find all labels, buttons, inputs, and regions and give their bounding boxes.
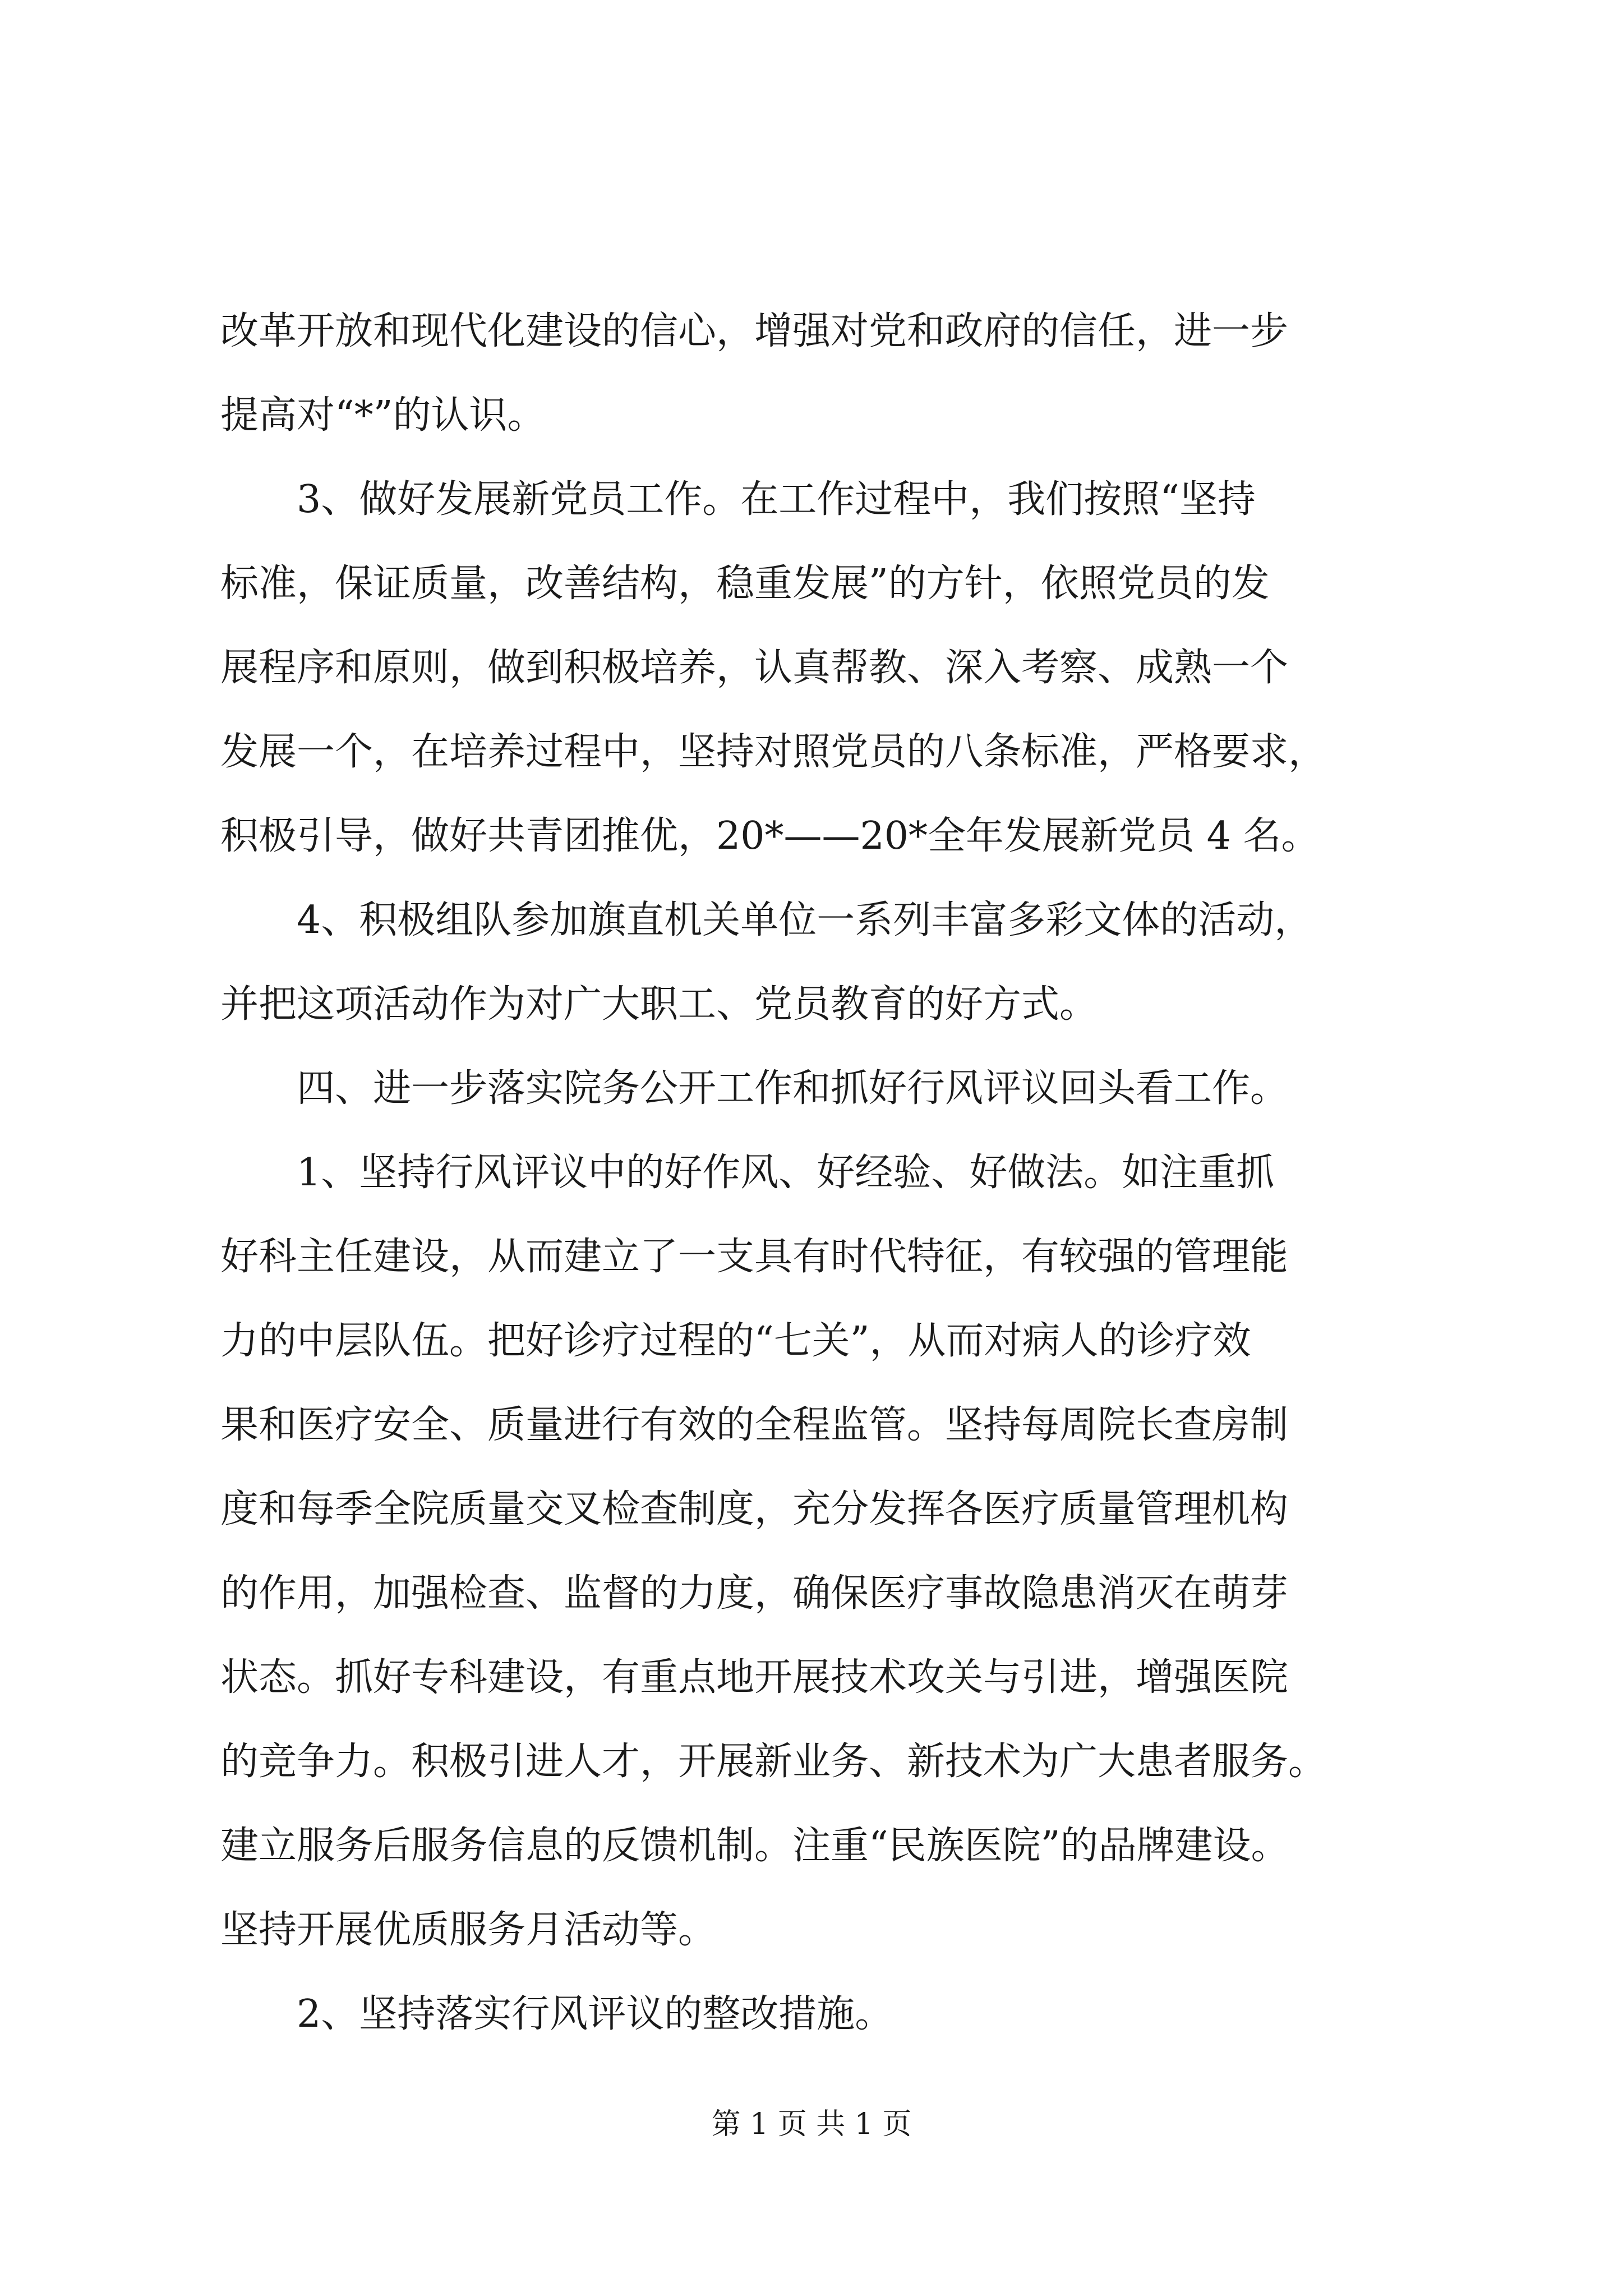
text-line: 度和每季全院质量交叉检查制度，充分发挥各医疗质量管理机构 xyxy=(220,1487,1289,1531)
text-line: 发展一个，在培养过程中，坚持对照党员的八条标准，严格要求， xyxy=(220,730,1327,774)
text-line: 2、坚持落实行风评议的整改措施。 xyxy=(220,1992,893,2036)
text-line: 四、进一步落实院务公开工作和抓好行风评议回头看工作。 xyxy=(220,1066,1289,1111)
text-line: 提高对“*”的认识。 xyxy=(220,393,546,438)
text-line: 状态。抓好专科建设，有重点地开展技术攻关与引进，增强医院 xyxy=(220,1655,1289,1700)
text-line: 4、积极组队参加旗直机关单位一系列丰富多彩文体的活动， xyxy=(220,898,1313,942)
text-line: 改革开放和现代化建设的信心，增强对党和政府的信任，进一步 xyxy=(220,309,1289,353)
text-line: 坚持开展优质服务月活动等。 xyxy=(220,1908,717,1952)
text-line: 果和医疗安全、质量进行有效的全程监管。坚持每周院长查房制 xyxy=(220,1403,1289,1447)
text-line: 展程序和原则，做到积极培养，认真帮教、深入考察、成熟一个 xyxy=(220,646,1289,690)
page-footer: 第 1 页 共 1 页 xyxy=(711,2108,912,2141)
text-line: 的作用，加强检查、监督的力度，确保医疗事故隐患消灭在萌芽 xyxy=(220,1571,1289,1616)
text-line: 的竞争力。积极引进人才，开展新业务、新技术为广大患者服务。 xyxy=(220,1740,1327,1784)
text-line: 3、做好发展新党员工作。在工作过程中，我们按照“坚持 xyxy=(220,477,1256,522)
text-line: 标准，保证质量，改善结构，稳重发展”的方针，依照党员的发 xyxy=(220,562,1270,606)
text-line: 并把这项活动作为对广大职工、党员教育的好方式。 xyxy=(220,982,1098,1027)
text-line: 积极引导，做好共青团推优，20*——20*全年发展新党员 4 名。 xyxy=(220,814,1320,858)
text-line: 力的中层队伍。把好诊疗过程的“七关”，从而对病人的诊疗效 xyxy=(220,1319,1251,1363)
text-line: 好科主任建设，从而建立了一支具有时代特征，有较强的管理能 xyxy=(220,1235,1289,1279)
text-line: 1、坚持行风评议中的好作风、好经验、好做法。如注重抓 xyxy=(220,1151,1275,1195)
text-line: 建立服务后服务信息的反馈机制。注重“民族医院”的品牌建设。 xyxy=(220,1824,1289,1868)
